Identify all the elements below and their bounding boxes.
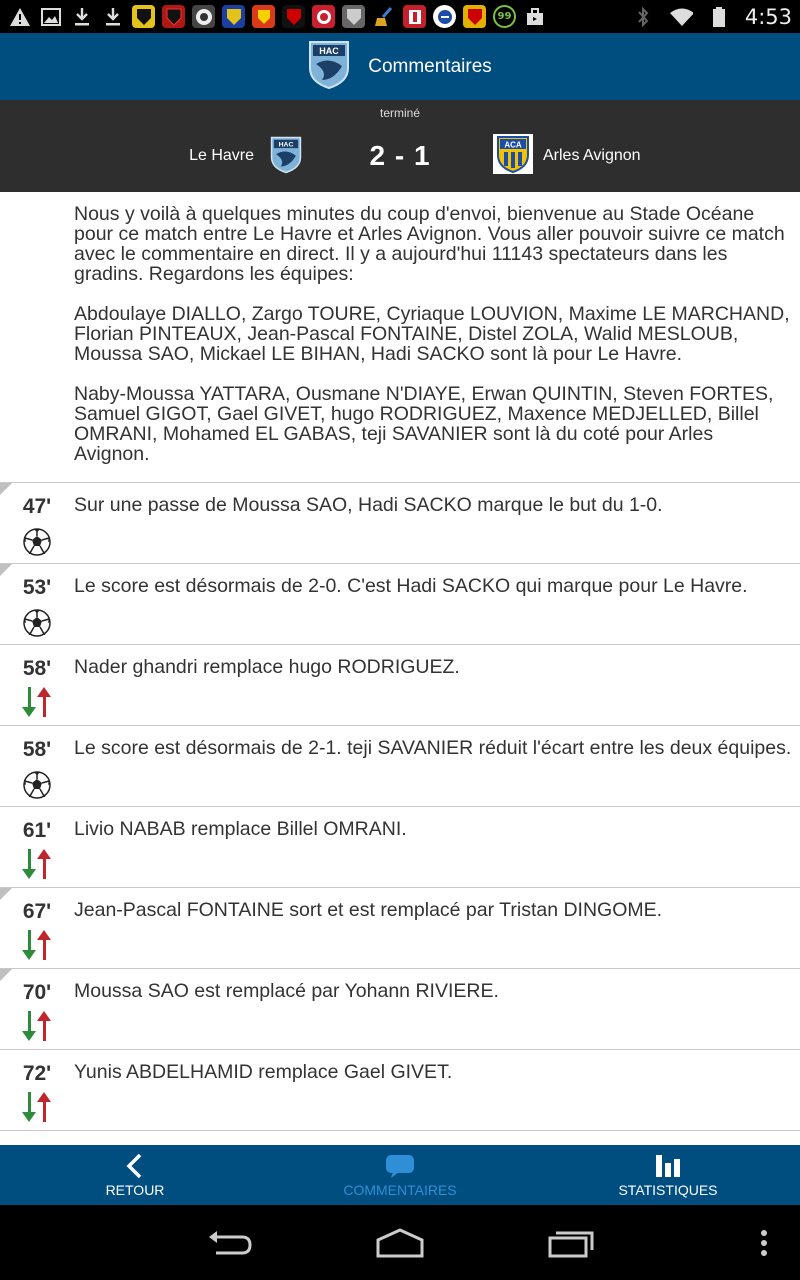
substitution-arrows-icon [19, 685, 49, 715]
bag-icon [523, 5, 547, 29]
club-badge-icon [342, 5, 365, 28]
event-minute: 70' [22, 981, 52, 1004]
back-button[interactable] [94, 1145, 176, 1205]
soccer-ball-icon [22, 527, 52, 557]
row-corner-marker [0, 969, 12, 981]
chevron-left-icon [125, 1152, 145, 1180]
broom-icon [372, 5, 396, 29]
intro-paragraph: Naby-Moussa YATTARA, Ousmane N'DIAYE, Erwan QUINTIN, Steven FORTES, Samuel GIGOT, Gael GIVET, hugo RODRIGUEZ, Maxence MEDJELLED, Billel OMRANI, Mohamed EL GABAS, teji SAVANIER sont là du coté pour Arles Avignon. [74, 383, 774, 465]
bottom-nav [0, 1145, 800, 1205]
event-minute: 53' [22, 576, 52, 599]
substitution-arrows-icon [19, 847, 49, 877]
row-corner-marker [0, 888, 12, 900]
events-list [0, 483, 800, 1131]
hac-logo [308, 40, 350, 94]
event-minute: 61' [22, 819, 52, 842]
soccer-ball-icon [22, 770, 52, 800]
event-row [0, 1050, 800, 1131]
event-minute: 58' [22, 738, 52, 761]
system-nav-bar [0, 1205, 800, 1280]
event-row [0, 807, 800, 888]
tab-statistics[interactable] [608, 1145, 728, 1205]
row-corner-marker [0, 564, 12, 576]
recents-nav-icon[interactable] [540, 1223, 600, 1263]
comments-label: COMMENTAIRES [343, 1182, 457, 1198]
row-corner-marker [0, 483, 12, 495]
event-text: Jean-Pascal FONTAINE sort et est remplacé par Tristan DINGOME. [74, 899, 663, 921]
club-badge-icon [222, 5, 245, 28]
event-text: Livio NABAB remplace Billel OMRANI. [74, 818, 407, 840]
intro-paragraph: Nous y voilà à quelques minutes du coup d'envoi, bienvenue au Stade Océane pour ce match entre Le Havre et Arles Avignon. Vous aller pouvoir suivre ce match avec le commentaire en direct. Il y a aujourd'hui 11143 spectateurs dans les gradins. Regardons les équipes: [74, 203, 785, 285]
event-text: Nader ghandri remplace hugo RODRIGUEZ. [74, 656, 460, 678]
substitution-arrows-icon [19, 1009, 49, 1039]
event-row [0, 888, 800, 969]
club-badge-icon [312, 5, 335, 28]
event-row [0, 726, 800, 807]
warning-icon [8, 5, 32, 29]
event-minute: 47' [22, 495, 52, 518]
substitution-arrows-icon [19, 928, 49, 958]
event-minute: 67' [22, 900, 52, 923]
home-nav-icon[interactable] [370, 1223, 430, 1263]
commentary-list[interactable] [0, 192, 800, 1145]
match-status: terminé [379, 106, 420, 120]
event-minute: 58' [22, 657, 52, 680]
club-badge-icon [463, 5, 486, 28]
match-header [0, 100, 800, 192]
club-badge-icon [252, 5, 275, 28]
soccer-ball-icon [22, 608, 52, 638]
svg-text:ACA: ACA [504, 140, 522, 150]
event-row [0, 645, 800, 726]
club-badge-icon [433, 5, 456, 28]
speech-bubble-icon [385, 1152, 415, 1180]
intro-paragraph: Abdoulaye DIALLO, Zargo TOURE, Cyriaque LOUVION, Maxime LE MARCHAND, Florian PINTEAUX, Jean-Pascal FONTAINE, Distel ZOLA, Walid MESLOUB, Moussa SAO, Mickael LE BIHAN, Hadi SACKO sont là pour Le Havre. [74, 303, 790, 365]
away-team-name: Arles Avignon [543, 147, 641, 164]
clock: 4:53 [744, 4, 792, 29]
back-nav-icon[interactable] [200, 1223, 260, 1263]
club-badge-icon [192, 5, 215, 28]
event-text: Le score est désormais de 2-0. C'est Hadi SACKO qui marque pour Le Havre. [74, 575, 748, 597]
event-text: Le score est désormais de 2-1. teji SAVANIER réduit l'écart entre les deux équipes. [74, 737, 792, 759]
event-text: Moussa SAO est remplacé par Yohann RIVIERE. [74, 980, 499, 1002]
match-score: 2 - 1 [369, 140, 431, 171]
page-title: Commentaires [368, 55, 492, 77]
club-badge-icon [132, 5, 155, 28]
tab-comments[interactable] [330, 1145, 470, 1205]
event-text: Sur une passe de Moussa SAO, Hadi SACKO marque le but du 1-0. [74, 494, 663, 516]
event-minute: 72' [22, 1062, 52, 1085]
back-label: RETOUR [105, 1182, 165, 1198]
intro-commentary [0, 192, 800, 483]
download-icon [70, 5, 94, 29]
wifi-icon [669, 5, 693, 29]
overflow-menu-icon[interactable] [752, 1223, 776, 1263]
event-row [0, 483, 800, 564]
event-row [0, 564, 800, 645]
away-team-logo [493, 134, 533, 174]
bar-chart-icon [654, 1152, 682, 1180]
app-header [0, 33, 800, 100]
home-team-name: Le Havre [189, 147, 254, 164]
badge-99-icon: 99 [493, 5, 516, 28]
battery-icon [707, 5, 731, 29]
event-text: Yunis ABDELHAMID remplace Gael GIVET. [74, 1061, 453, 1083]
club-badge-icon [403, 5, 426, 28]
club-badge-icon [282, 5, 305, 28]
club-badge-icon [162, 5, 185, 28]
substitution-arrows-icon [19, 1090, 49, 1120]
svg-text:HAC: HAC [319, 45, 339, 56]
system-status [631, 5, 792, 29]
stats-label: STATISTIQUES [618, 1182, 718, 1198]
download-icon [101, 5, 125, 29]
event-row [0, 969, 800, 1050]
bluetooth-icon [631, 5, 655, 29]
notification-icons [8, 5, 547, 29]
status-bar [0, 0, 800, 33]
svg-text:HAC: HAC [278, 141, 294, 149]
image-icon [39, 5, 63, 29]
